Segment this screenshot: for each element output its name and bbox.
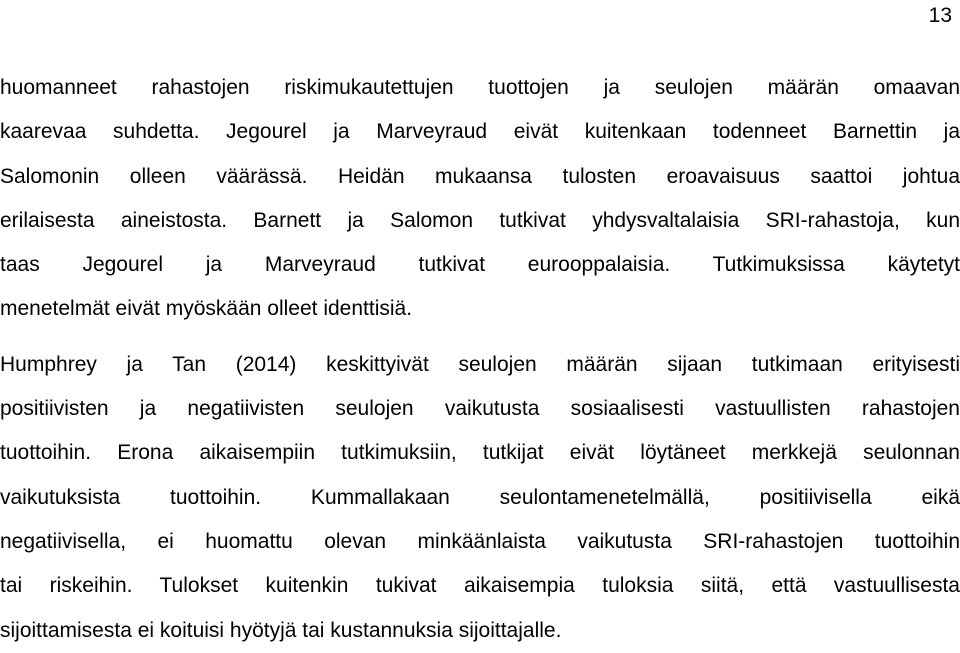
- paragraph-2: [0, 343, 960, 653]
- page-number: 13: [928, 4, 952, 27]
- text-line: Humphrey ja Tan (2014) keskittyivät seulojen määrän sijaan tutkimaan erityisesti: [0, 352, 960, 376]
- text-line: tai riskeihin. Tulokset kuitenkin tukivat aikaisempia tuloksia siitä, että vastuullisesta: [0, 574, 960, 598]
- paragraph-1: [0, 66, 960, 332]
- text-line: positiivisten ja negatiivisten seulojen vaikutusta sosiaalisesti vastuullisten rahastojen: [0, 397, 960, 421]
- text-line: menetelmät eivät myöskään olleet identtisiä.: [0, 297, 413, 321]
- text-line: huomanneet rahastojen riskimukautettujen tuottojen ja seulojen määrän omaavan: [0, 76, 960, 99]
- text-line: vaikutuksista tuottoihin. Kummallakaan seulontamenetelmällä, positiivisella eikä: [0, 485, 960, 509]
- paragraph-spacer: [0, 332, 960, 343]
- text-line: erilaisesta aineistosta. Barnett ja Salomon tutkivat yhdysvaltalaisia SRI-rahastoja, kun: [0, 208, 960, 232]
- text-line: negatiivisella, ei huomattu olevan minkäänlaista vaikutusta SRI-rahastojen tuottoihin: [0, 529, 960, 553]
- document-body: [0, 66, 960, 653]
- text-line: kaarevaa suhdetta. Jegourel ja Marveyraud eivät kuitenkaan todenneet Barnettin ja: [0, 120, 960, 144]
- text-line: tuottoihin. Erona aikaisempiin tutkimuksiin, tutkijat eivät löytäneet merkkejä seulonnan: [0, 441, 960, 465]
- text-line: Salomonin olleen väärässä. Heidän mukaansa tulosten eroavaisuus saattoi johtua: [0, 164, 960, 188]
- text-line: sijoittamisesta ei koituisi hyötyjä tai kustannuksia sijoittajalle.: [0, 618, 562, 642]
- text-line: taas Jegourel ja Marveyraud tutkivat eurooppalaisia. Tutkimuksissa käytetyt: [0, 253, 960, 277]
